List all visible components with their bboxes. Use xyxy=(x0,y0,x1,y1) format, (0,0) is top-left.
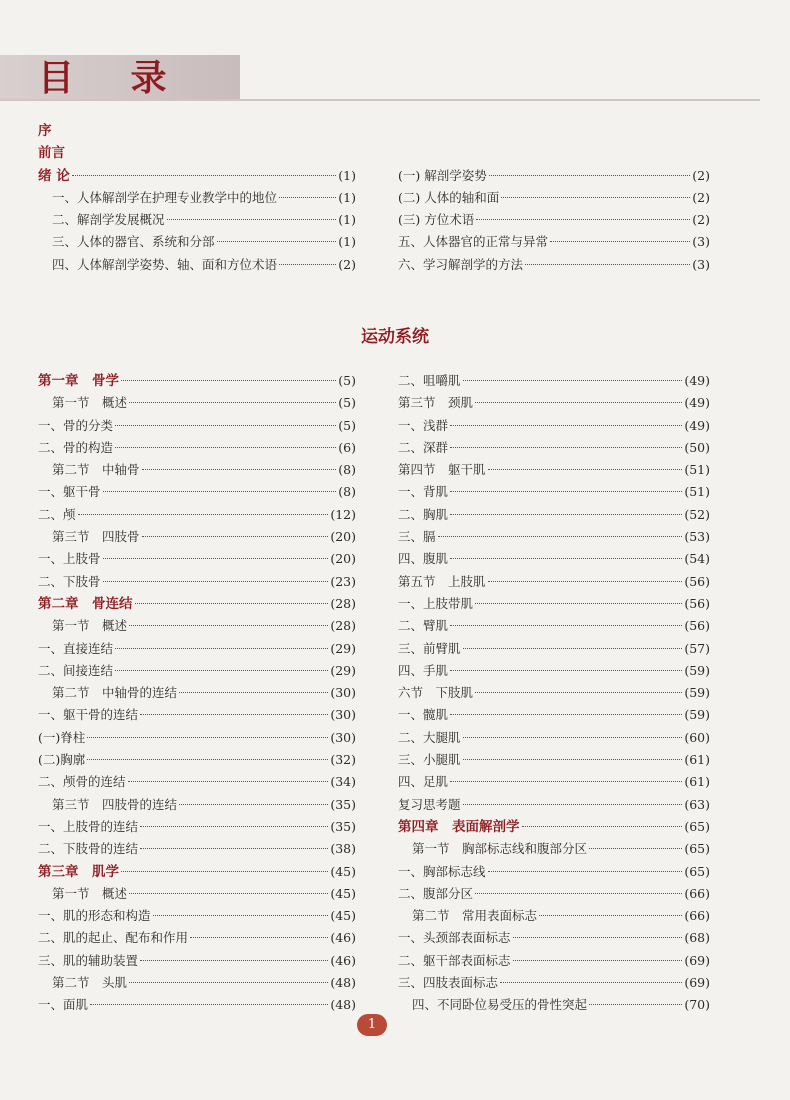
toc-page: (38) xyxy=(330,841,356,857)
toc-page: (34) xyxy=(330,774,356,790)
toc-label: (一) 解剖学姿势 xyxy=(398,167,487,183)
leader-dots xyxy=(475,893,682,894)
toc-entry[interactable] xyxy=(38,231,356,253)
toc-label: 第三节 四肢骨的连结 xyxy=(52,796,178,812)
toc-entry[interactable] xyxy=(38,504,356,526)
toc-entry[interactable] xyxy=(398,415,710,437)
toc-label: 六、学习解剖学的方法 xyxy=(398,256,524,272)
toc-entry[interactable] xyxy=(398,571,710,593)
leader-dots xyxy=(450,447,682,448)
toc-page: (45) xyxy=(330,908,356,924)
toc-label: 一、躯干骨的连结 xyxy=(38,707,139,723)
toc-page: (51) xyxy=(684,462,710,478)
toc-page: (54) xyxy=(684,551,710,567)
toc-entry[interactable] xyxy=(38,526,356,548)
leader-dots xyxy=(103,581,329,582)
leader-dots xyxy=(589,1004,682,1005)
toc-page: (69) xyxy=(684,975,710,991)
toc-entry[interactable] xyxy=(38,794,356,816)
toc-page: (53) xyxy=(684,529,710,545)
toc-entry[interactable] xyxy=(398,905,710,927)
toc-label: 一、髋肌 xyxy=(398,707,449,723)
leader-dots xyxy=(513,960,683,961)
toc-label: 一、上肢带肌 xyxy=(398,595,474,611)
toc-label: 第一节 胸部标志线和腹部分区 xyxy=(412,841,588,857)
leader-dots xyxy=(87,737,328,738)
toc-label: 三、膈 xyxy=(398,529,436,545)
toc-label: 四、腹肌 xyxy=(398,551,449,567)
toc-entry[interactable] xyxy=(398,548,710,570)
toc-entry[interactable] xyxy=(38,838,356,860)
toc-page: (5) xyxy=(338,417,356,433)
toc-page: (6) xyxy=(338,439,356,455)
toc-page: (57) xyxy=(684,640,710,656)
toc-entry[interactable] xyxy=(38,481,356,503)
leader-dots xyxy=(525,264,690,265)
toc-label: 第一节 概述 xyxy=(52,395,128,411)
toc-entry[interactable] xyxy=(38,749,356,771)
toc-label: 第一节 概述 xyxy=(52,618,128,634)
toc-page: (1) xyxy=(338,234,356,250)
toc-entry[interactable] xyxy=(398,794,710,816)
toc-page: (2) xyxy=(692,189,710,205)
toc-label: 一、背肌 xyxy=(398,484,449,500)
toc-entry[interactable] xyxy=(38,437,356,459)
toc-page: (45) xyxy=(330,885,356,901)
toc-label: 一、浅群 xyxy=(398,417,449,433)
toc-entry[interactable] xyxy=(38,905,356,927)
toc-label: (三) 方位术语 xyxy=(398,212,475,228)
leader-dots xyxy=(489,175,691,176)
toc-label: 第三章 肌学 xyxy=(38,863,119,880)
toc-page: (49) xyxy=(684,395,710,411)
toc-label: 二、下肢骨 xyxy=(38,573,101,589)
toc-page: (29) xyxy=(330,662,356,678)
toc-page: (65) xyxy=(684,841,710,857)
toc-label: 一、直接连结 xyxy=(38,640,114,656)
toc-label: 二、咀嚼肌 xyxy=(398,373,461,388)
toc-entry[interactable] xyxy=(398,660,710,682)
leader-dots xyxy=(450,491,682,492)
leader-dots xyxy=(450,425,682,426)
toc-entry[interactable] xyxy=(38,638,356,660)
toc-entry[interactable] xyxy=(398,504,710,526)
intro-left-list xyxy=(38,187,356,276)
page-title: 目 录 xyxy=(38,57,189,99)
toc-entry[interactable] xyxy=(398,972,710,994)
leader-dots xyxy=(279,264,336,265)
toc-label: 四、手肌 xyxy=(398,662,449,678)
toc-entry[interactable] xyxy=(38,972,356,994)
toc-label: 第二节 中轴骨 xyxy=(52,462,140,478)
toc-label: (一)脊柱 xyxy=(38,729,86,745)
toc-page: (8) xyxy=(338,462,356,478)
toc-label: 二、腹部分区 xyxy=(398,885,474,901)
leader-dots xyxy=(103,558,329,559)
toc-entry[interactable] xyxy=(398,927,710,949)
toc-page: (20) xyxy=(330,551,356,567)
toc-page: (32) xyxy=(330,752,356,768)
toc-entry[interactable] xyxy=(398,749,710,771)
toc-entry[interactable] xyxy=(38,615,356,637)
leader-dots xyxy=(103,491,337,492)
toc-label: 第一章 骨学 xyxy=(38,373,119,389)
leader-dots xyxy=(450,625,682,626)
toc-entry[interactable] xyxy=(38,548,356,570)
toc-label: 三、四肢表面标志 xyxy=(398,975,499,991)
toc-entry[interactable] xyxy=(38,927,356,949)
toc-page: (1) xyxy=(338,167,356,183)
toc-entry[interactable] xyxy=(38,660,356,682)
leader-dots xyxy=(78,514,329,515)
leader-dots xyxy=(475,402,682,403)
toc-chapter-entry[interactable] xyxy=(38,370,356,392)
leader-dots xyxy=(438,536,683,537)
toc-page: (48) xyxy=(330,997,356,1013)
toc-right-list xyxy=(398,370,710,1017)
toc-entry[interactable] xyxy=(398,838,710,860)
leader-dots xyxy=(500,982,682,983)
toc-label: 一、上肢骨的连结 xyxy=(38,818,139,834)
toc-label: 四、人体解剖学姿势、轴、面和方位术语 xyxy=(52,256,278,272)
leader-dots xyxy=(129,402,336,403)
leader-dots xyxy=(72,175,337,176)
leader-dots xyxy=(475,692,682,693)
toc-page: (50) xyxy=(684,439,710,455)
toc-page: (1) xyxy=(338,212,356,228)
leader-dots xyxy=(589,848,682,849)
toc-page: (69) xyxy=(684,952,710,968)
toc-page: (59) xyxy=(684,685,710,701)
toc-page: (61) xyxy=(684,752,710,768)
toc-label: 二、深群 xyxy=(398,439,449,455)
toc-page: (51) xyxy=(684,484,710,500)
leader-dots xyxy=(115,447,336,448)
toc-page: (56) xyxy=(684,618,710,634)
toc-label: 一、肌的形态和构造 xyxy=(38,908,151,924)
toc-entry[interactable] xyxy=(38,994,356,1016)
toc-label: 第一节 概述 xyxy=(52,885,128,901)
toc-label: 三、肌的辅助装置 xyxy=(38,952,139,968)
toc-entry[interactable] xyxy=(398,994,710,1016)
toc-entry[interactable] xyxy=(398,231,710,253)
leader-dots xyxy=(115,670,328,671)
leader-dots xyxy=(190,937,328,938)
toc-label: 第二节 中轴骨的连结 xyxy=(52,685,178,701)
leader-dots xyxy=(463,648,683,649)
toc-label: 三、人体的器官、系统和分部 xyxy=(52,234,215,250)
toc-entry-preface[interactable]: 序 xyxy=(38,123,52,139)
toc-entry[interactable] xyxy=(38,950,356,972)
toc-page: (48) xyxy=(330,975,356,991)
toc-page: (59) xyxy=(684,707,710,723)
leader-dots xyxy=(550,241,690,242)
toc-entry[interactable] xyxy=(398,950,710,972)
toc-page: (35) xyxy=(330,818,356,834)
leader-dots xyxy=(115,648,328,649)
toc-label: 第二章 骨连结 xyxy=(38,595,133,612)
toc-chapter-entry[interactable] xyxy=(38,593,356,615)
toc-page: (70) xyxy=(684,997,710,1013)
toc-entry[interactable] xyxy=(38,392,356,414)
toc-entry[interactable] xyxy=(38,704,356,726)
toc-right-column xyxy=(398,370,710,1017)
toc-page: (56) xyxy=(684,595,710,611)
toc-entry[interactable] xyxy=(398,481,710,503)
leader-dots xyxy=(463,737,683,738)
toc-page: (30) xyxy=(330,685,356,701)
toc-page: (5) xyxy=(338,395,356,411)
toc-label: 第四节 躯干肌 xyxy=(398,462,486,478)
leader-dots xyxy=(142,469,337,470)
toc-label: 第五节 上肢肌 xyxy=(398,573,486,589)
intro-right-list xyxy=(398,165,710,276)
leader-dots xyxy=(129,893,328,894)
toc-page: (45) xyxy=(330,863,356,879)
toc-page: (1) xyxy=(338,189,356,205)
leader-dots xyxy=(135,603,329,604)
toc-left-list xyxy=(38,370,356,1017)
toc-entry[interactable] xyxy=(38,682,356,704)
intro-right-column xyxy=(398,165,710,276)
leader-dots xyxy=(140,714,328,715)
toc-label: 三、前臂肌 xyxy=(398,640,461,656)
intro-left-column xyxy=(38,120,356,276)
toc-entry[interactable] xyxy=(398,615,710,637)
toc-page: (5) xyxy=(338,373,356,388)
toc-label: 四、不同卧位易受压的骨性突起 xyxy=(412,997,588,1013)
toc-entry[interactable] xyxy=(398,437,710,459)
toc-page: (3) xyxy=(692,256,710,272)
toc-label: 第三节 四肢骨 xyxy=(52,529,140,545)
toc-entry[interactable] xyxy=(398,209,710,231)
toc-entry[interactable] xyxy=(398,883,710,905)
leader-dots xyxy=(115,425,336,426)
toc-entry[interactable] xyxy=(38,254,356,276)
toc-label: 二、解剖学发展概况 xyxy=(52,212,165,228)
toc-label: 第四章 表面解剖学 xyxy=(398,818,520,835)
toc-entry[interactable] xyxy=(38,459,356,481)
leader-dots xyxy=(128,781,329,782)
leader-dots xyxy=(87,759,328,760)
toc-page: (46) xyxy=(330,952,356,968)
leader-dots xyxy=(153,915,329,916)
toc-label: 六节 下肢肌 xyxy=(398,685,474,701)
header-divider xyxy=(0,99,760,101)
toc-page: (30) xyxy=(330,707,356,723)
toc-page: (35) xyxy=(330,796,356,812)
toc-page: (59) xyxy=(684,662,710,678)
toc-label: 一、骨的分类 xyxy=(38,417,114,433)
toc-page: (60) xyxy=(684,729,710,745)
toc-label: 二、胸肌 xyxy=(398,506,449,522)
toc-page: (63) xyxy=(684,796,710,812)
toc-entry[interactable] xyxy=(398,682,710,704)
toc-page: (30) xyxy=(330,729,356,745)
toc-entry[interactable] xyxy=(38,209,356,231)
toc-entry[interactable] xyxy=(398,392,710,414)
toc-entry[interactable] xyxy=(38,771,356,793)
toc-entry[interactable] xyxy=(398,771,710,793)
leader-dots xyxy=(476,219,690,220)
toc-page: (66) xyxy=(684,885,710,901)
leader-dots xyxy=(463,804,683,805)
toc-label: 绪 论 xyxy=(38,167,70,184)
leader-dots xyxy=(140,960,328,961)
toc-label: 一、上肢骨 xyxy=(38,551,101,567)
toc-page: (2) xyxy=(338,256,356,272)
leader-dots xyxy=(450,714,682,715)
leader-dots xyxy=(488,581,683,582)
toc-entry[interactable] xyxy=(398,861,710,883)
toc-page: (8) xyxy=(338,484,356,500)
toc-label: 二、下肢骨的连结 xyxy=(38,841,139,857)
toc-entry[interactable] xyxy=(398,704,710,726)
toc-page: (56) xyxy=(684,573,710,589)
leader-dots xyxy=(450,781,682,782)
toc-page: (65) xyxy=(684,818,710,834)
leader-dots xyxy=(142,536,329,537)
toc-label: 一、面肌 xyxy=(38,997,89,1013)
toc-label: 一、胸部标志线 xyxy=(398,863,486,879)
toc-label: 二、躯干部表面标志 xyxy=(398,952,511,968)
toc-left-column xyxy=(38,370,356,1017)
leader-dots xyxy=(450,558,682,559)
toc-label: 二、间接连结 xyxy=(38,662,114,678)
toc-page: (29) xyxy=(330,640,356,656)
toc-page: (20) xyxy=(330,529,356,545)
toc-chapter-entry[interactable] xyxy=(398,816,710,838)
toc-page: (68) xyxy=(684,930,710,946)
toc-page: (12) xyxy=(330,506,356,522)
page-number-badge: 1 xyxy=(357,1014,387,1036)
toc-label: 一、人体解剖学在护理专业教学中的地位 xyxy=(52,189,278,205)
toc-entry[interactable] xyxy=(38,816,356,838)
toc-page: (28) xyxy=(330,595,356,611)
toc-entry[interactable] xyxy=(398,165,710,187)
toc-page: (23) xyxy=(330,573,356,589)
toc-page: (2) xyxy=(692,167,710,183)
toc-entry[interactable] xyxy=(398,526,710,548)
toc-page: (66) xyxy=(684,908,710,924)
toc-page: (2) xyxy=(692,212,710,228)
leader-dots xyxy=(279,197,336,198)
toc-entry-intro[interactable] xyxy=(38,165,356,187)
toc-entry[interactable] xyxy=(398,459,710,481)
toc-page: (28) xyxy=(330,618,356,634)
leader-dots xyxy=(522,826,683,827)
leader-dots xyxy=(450,514,682,515)
toc-label: 复习思考题 xyxy=(398,796,461,812)
toc-entry[interactable] xyxy=(38,571,356,593)
toc-label: 二、颅 xyxy=(38,506,76,522)
toc-page: (49) xyxy=(684,417,710,433)
leader-dots xyxy=(179,804,328,805)
leader-dots xyxy=(129,982,328,983)
leader-dots xyxy=(450,670,682,671)
toc-entry[interactable] xyxy=(398,727,710,749)
leader-dots xyxy=(167,219,337,220)
toc-label: 四、足肌 xyxy=(398,774,449,790)
leader-dots xyxy=(501,197,690,198)
section-heading: 运动系统 xyxy=(361,327,429,347)
toc-label: 一、头颈部表面标志 xyxy=(398,930,511,946)
toc-label: 二、肌的起止、配布和作用 xyxy=(38,930,189,946)
leader-dots xyxy=(475,603,682,604)
leader-dots xyxy=(463,380,683,381)
toc-label: (二) 人体的轴和面 xyxy=(398,189,500,205)
leader-dots xyxy=(463,759,683,760)
toc-page: (46) xyxy=(330,930,356,946)
toc-page: (3) xyxy=(692,234,710,250)
toc-entry[interactable] xyxy=(398,593,710,615)
toc-entry[interactable] xyxy=(38,727,356,749)
toc-label: 第二节 头肌 xyxy=(52,975,128,991)
toc-label: (二)胸廓 xyxy=(38,752,86,768)
toc-entry[interactable] xyxy=(398,254,710,276)
toc-label: 二、臂肌 xyxy=(398,618,449,634)
leader-dots xyxy=(217,241,337,242)
leader-dots xyxy=(140,848,328,849)
toc-label: 三、小腿肌 xyxy=(398,752,461,768)
toc-entry-foreword[interactable]: 前言 xyxy=(38,145,65,162)
toc-entry[interactable] xyxy=(398,638,710,660)
leader-dots xyxy=(513,937,683,938)
leader-dots xyxy=(488,871,683,872)
toc-entry[interactable] xyxy=(38,883,356,905)
toc-entry[interactable] xyxy=(398,370,710,392)
leader-dots xyxy=(179,692,328,693)
leader-dots xyxy=(539,915,682,916)
toc-label: 二、大腿肌 xyxy=(398,729,461,745)
toc-page: (65) xyxy=(684,863,710,879)
leader-dots xyxy=(121,871,328,872)
toc-page: (52) xyxy=(684,506,710,522)
toc-label: 二、颅骨的连结 xyxy=(38,774,126,790)
toc-label: 第二节 常用表面标志 xyxy=(412,908,538,924)
leader-dots xyxy=(90,1004,328,1005)
toc-entry[interactable] xyxy=(38,187,356,209)
toc-label: 第三节 颈肌 xyxy=(398,395,474,411)
toc-label: 一、躯干骨 xyxy=(38,484,101,500)
leader-dots xyxy=(140,826,328,827)
toc-page: (49) xyxy=(684,373,710,388)
toc-entry[interactable] xyxy=(398,187,710,209)
leader-dots xyxy=(121,380,336,381)
toc-entry[interactable] xyxy=(38,415,356,437)
leader-dots xyxy=(488,469,683,470)
leader-dots xyxy=(129,625,328,626)
toc-chapter-entry[interactable] xyxy=(38,861,356,883)
toc-label: 二、骨的构造 xyxy=(38,439,114,455)
toc-label: 五、人体器官的正常与异常 xyxy=(398,234,549,250)
toc-page: (61) xyxy=(684,774,710,790)
